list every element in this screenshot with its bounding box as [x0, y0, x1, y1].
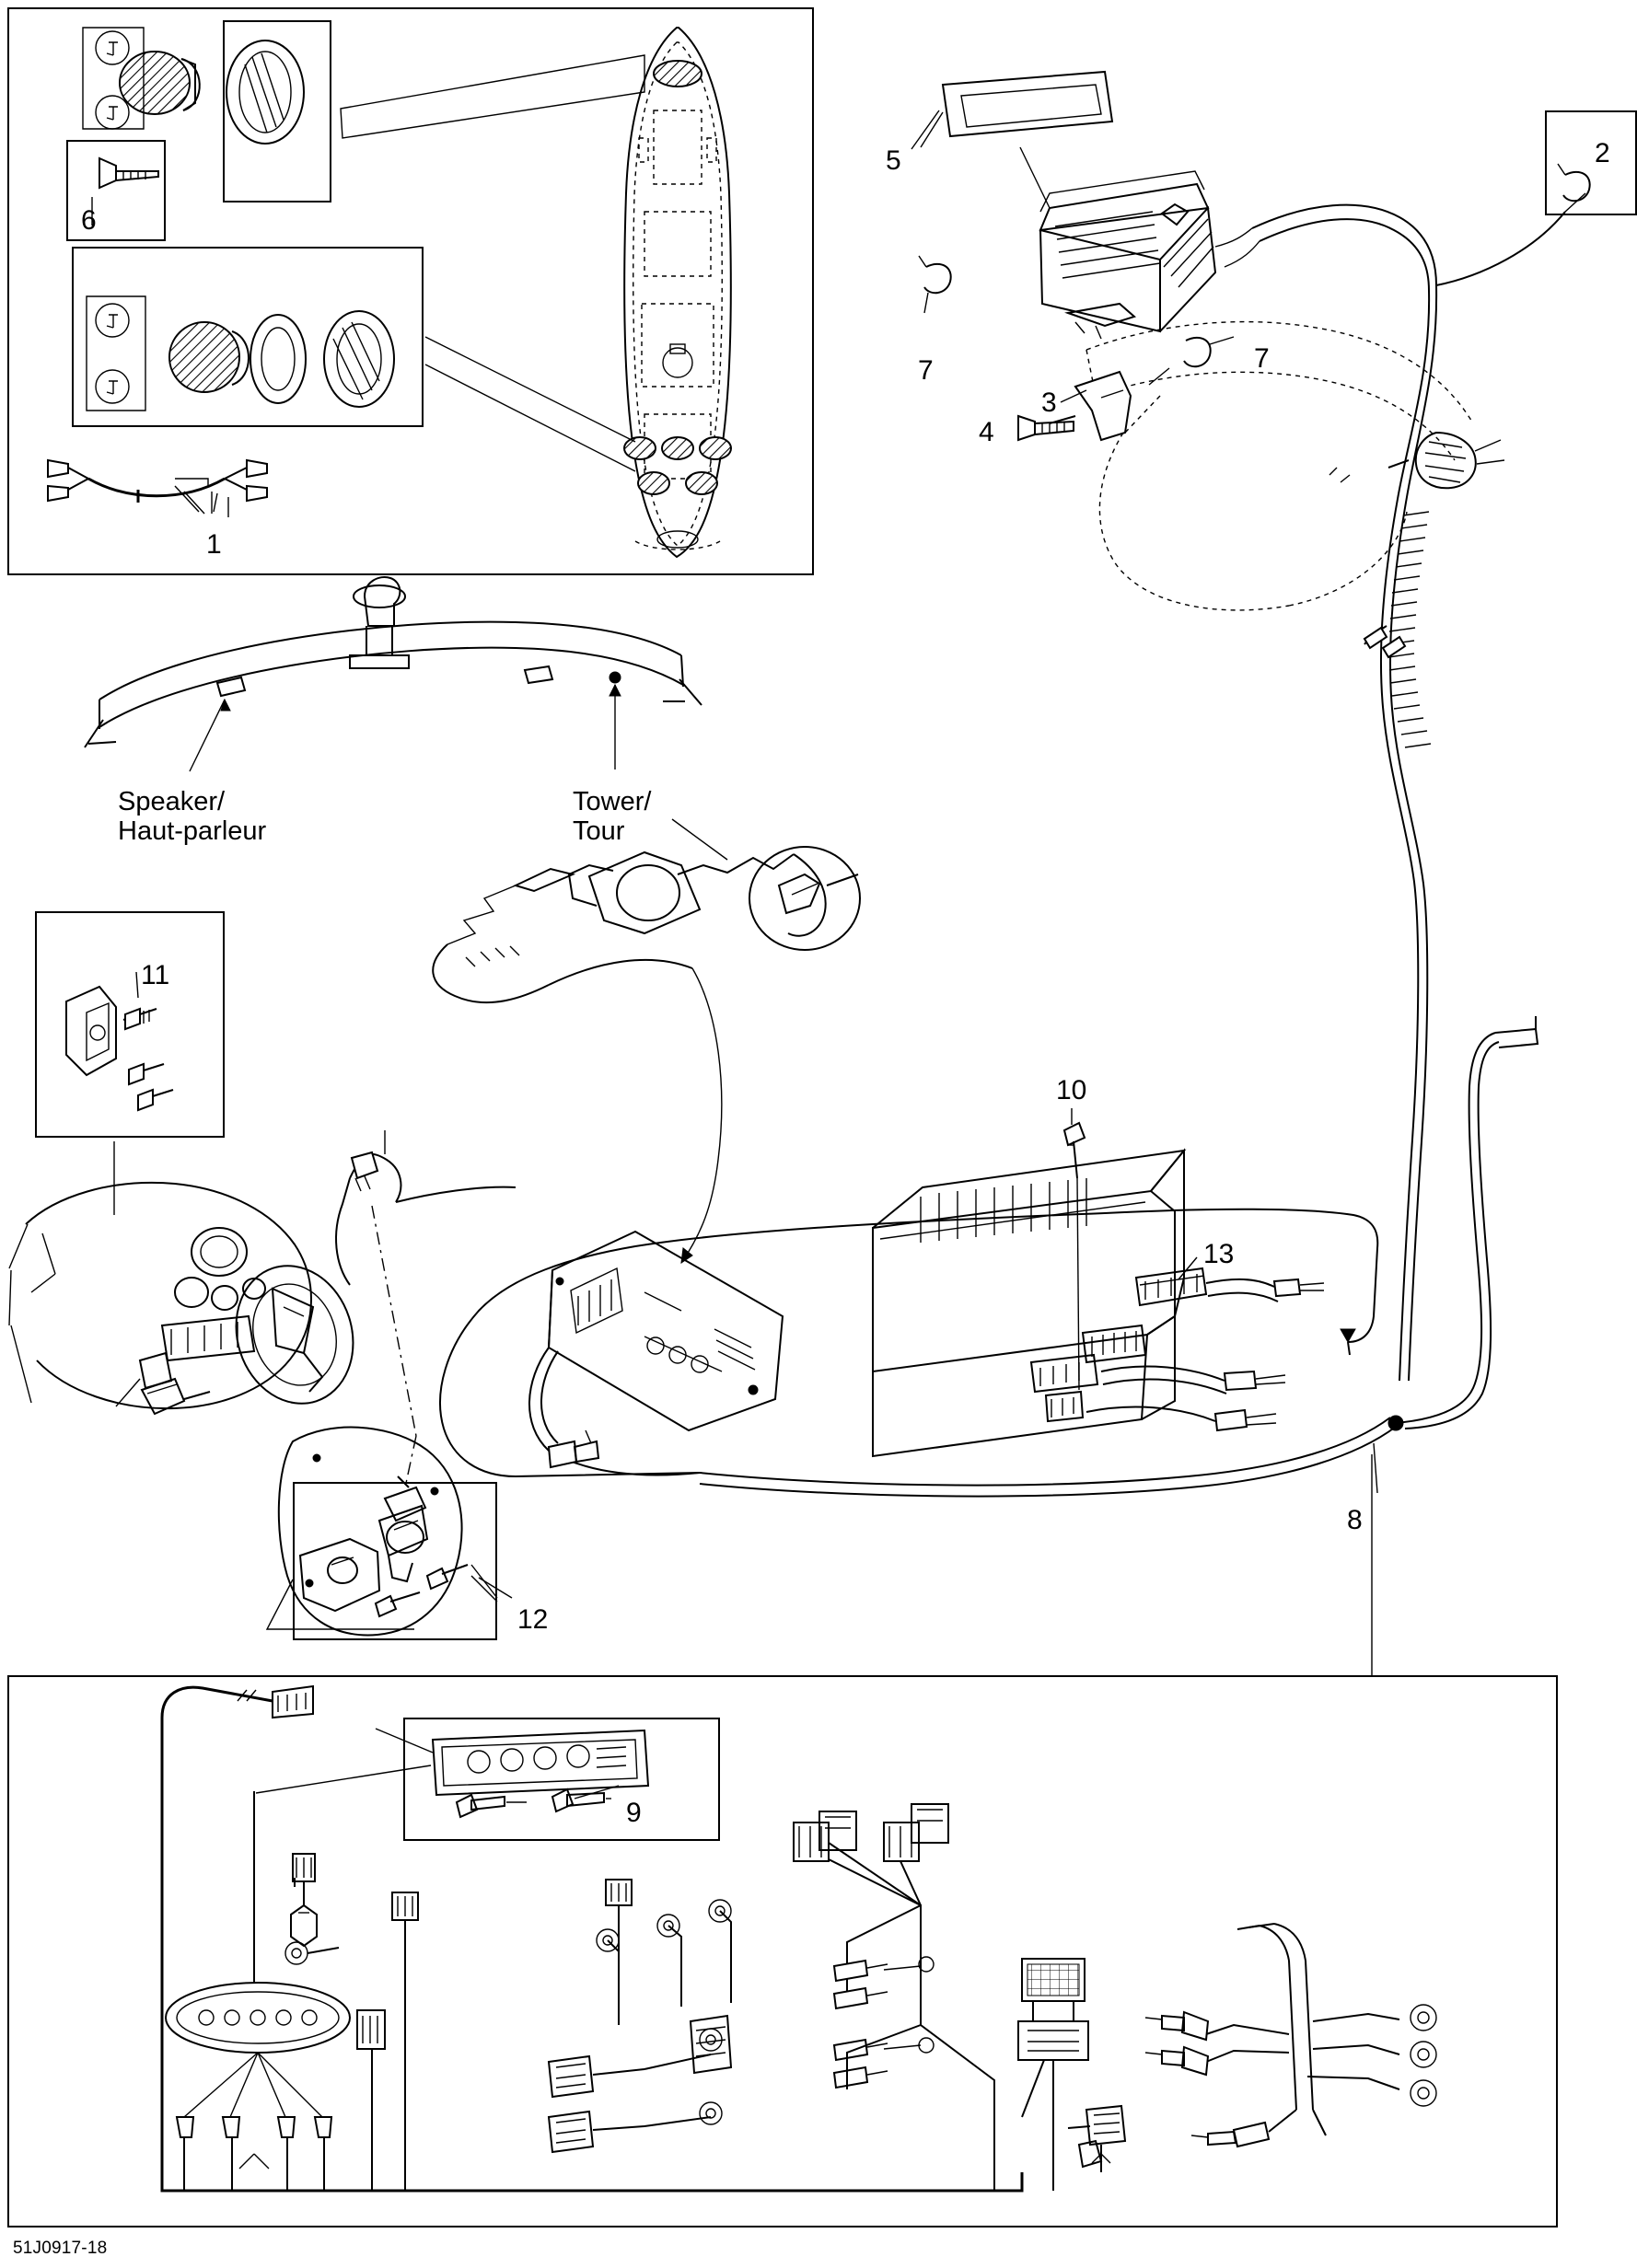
harness-panel	[7, 1675, 1558, 2228]
speaker-lower-inset	[72, 247, 424, 427]
callout-6: 6	[81, 205, 97, 236]
drawing-code: 51J0917-18	[13, 2239, 108, 2258]
label-speaker-line2: Haut-parleur	[118, 816, 267, 847]
label-tower-line2: Tour	[573, 816, 625, 847]
label-speaker	[118, 787, 266, 847]
amp-input-9-inset	[403, 1718, 720, 1841]
bracket-11-inset	[35, 911, 225, 1138]
callout-11: 11	[141, 960, 170, 990]
callout-1: 1	[206, 529, 222, 560]
callout-4: 4	[979, 417, 994, 447]
label-tower-line1: Tower/	[573, 787, 652, 816]
callout-7: 7	[918, 355, 934, 386]
callout-9: 9	[626, 1798, 642, 1828]
callout-2: 2	[1595, 138, 1610, 168]
callout-8: 8	[1347, 1505, 1363, 1535]
part-2-inset	[1545, 110, 1637, 215]
callout-3: 3	[1041, 388, 1057, 418]
callout-7-secondary: 7	[1254, 343, 1270, 374]
remote-12-inset	[293, 1482, 497, 1640]
label-speaker-line1: Speaker/	[118, 787, 226, 816]
callout-5: 5	[886, 145, 901, 176]
label-tower	[573, 787, 651, 847]
callout-13: 13	[1203, 1239, 1235, 1269]
speaker-upper-inset	[223, 20, 331, 202]
callout-12: 12	[517, 1604, 549, 1635]
callout-10: 10	[1056, 1075, 1087, 1105]
